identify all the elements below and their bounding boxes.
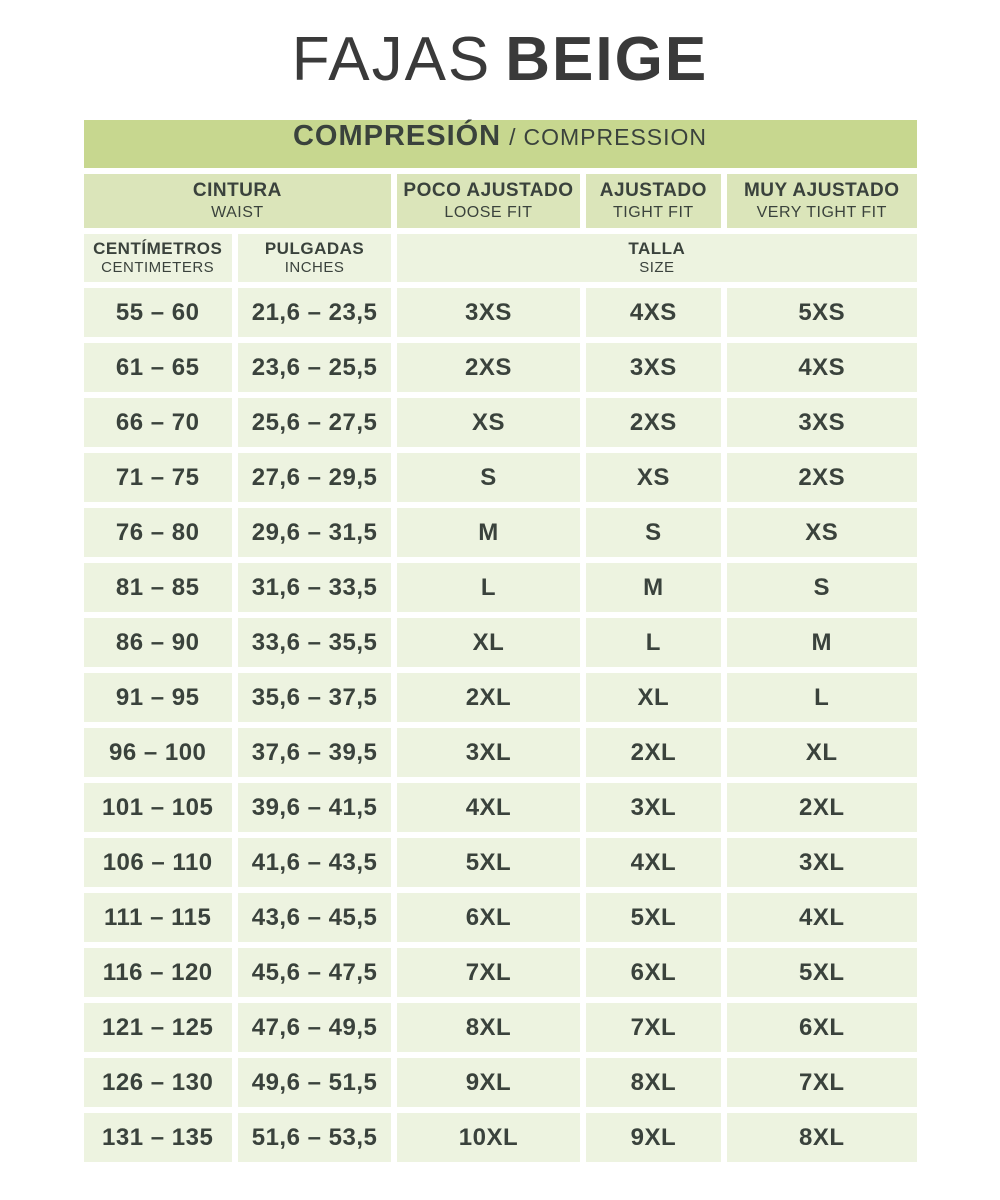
- cell-waist-inches: 23,6 – 25,5: [238, 343, 391, 392]
- cell-waist-inches: 47,6 – 49,5: [238, 1003, 391, 1052]
- cell-size-very-tight-fit: 8XL: [727, 1113, 916, 1162]
- compression-header: [84, 120, 917, 168]
- cell-size-very-tight-fit: 4XL: [727, 893, 916, 942]
- cell-size-tight-fit: 2XL: [586, 728, 721, 777]
- cell-waist-inches: 29,6 – 31,5: [238, 508, 391, 557]
- cell-size-very-tight-fit: 3XS: [727, 398, 916, 447]
- column-header-inches-es: PULGADAS: [264, 238, 365, 258]
- cell-waist-inches: 35,6 – 37,5: [238, 673, 391, 722]
- column-group-very-tight-fit-es: MUY AJUSTADO: [743, 180, 900, 201]
- cell-waist-cm: 116 – 120: [84, 948, 232, 997]
- cell-size-tight-fit: 4XL: [586, 838, 721, 887]
- cell-waist-cm: 81 – 85: [84, 563, 232, 612]
- cell-waist-cm: 126 – 130: [84, 1058, 232, 1107]
- column-header-centimeters: [84, 234, 232, 282]
- cell-waist-inches: 43,6 – 45,5: [238, 893, 391, 942]
- column-group-tight-fit-en: TIGHT FIT: [613, 203, 694, 221]
- cell-size-loose-fit: L: [397, 563, 579, 612]
- cell-size-loose-fit: 4XL: [397, 783, 579, 832]
- column-header-size-es: TALLA: [628, 238, 686, 258]
- cell-waist-cm: 111 – 115: [84, 893, 232, 942]
- cell-waist-cm: 71 – 75: [84, 453, 232, 502]
- column-header-centimeters-es: CENTÍMETROS: [93, 238, 223, 258]
- page-title-bold: BEIGE: [505, 25, 709, 94]
- column-header-size: [397, 234, 916, 282]
- cell-size-tight-fit: S: [586, 508, 721, 557]
- cell-waist-cm: 131 – 135: [84, 1113, 232, 1162]
- cell-waist-inches: 21,6 – 23,5: [238, 288, 391, 337]
- column-group-waist: [84, 174, 392, 228]
- cell-waist-inches: 49,6 – 51,5: [238, 1058, 391, 1107]
- cell-size-tight-fit: 9XL: [586, 1113, 721, 1162]
- column-header-inches-en: INCHES: [284, 259, 345, 277]
- cell-size-loose-fit: XS: [397, 398, 579, 447]
- cell-size-very-tight-fit: 4XS: [727, 343, 916, 392]
- cell-size-tight-fit: XL: [586, 673, 721, 722]
- column-header-inches: [238, 234, 391, 282]
- cell-size-tight-fit: 2XS: [586, 398, 721, 447]
- cell-size-very-tight-fit: M: [727, 618, 916, 667]
- cell-size-very-tight-fit: XS: [727, 508, 916, 557]
- cell-waist-inches: 37,6 – 39,5: [238, 728, 391, 777]
- cell-size-very-tight-fit: 2XL: [727, 783, 916, 832]
- cell-size-tight-fit: 8XL: [586, 1058, 721, 1107]
- column-group-very-tight-fit: [727, 174, 916, 228]
- column-group-tight-fit-es: AJUSTADO: [599, 180, 707, 201]
- cell-size-tight-fit: 7XL: [586, 1003, 721, 1052]
- cell-size-very-tight-fit: 7XL: [727, 1058, 916, 1107]
- size-table: [84, 120, 917, 1162]
- cell-size-very-tight-fit: 3XL: [727, 838, 916, 887]
- cell-size-loose-fit: 3XS: [397, 288, 579, 337]
- cell-size-loose-fit: 3XL: [397, 728, 579, 777]
- cell-size-loose-fit: 9XL: [397, 1058, 579, 1107]
- cell-size-loose-fit: 8XL: [397, 1003, 579, 1052]
- cell-waist-inches: 51,6 – 53,5: [238, 1113, 391, 1162]
- cell-waist-inches: 27,6 – 29,5: [238, 453, 391, 502]
- cell-waist-inches: 31,6 – 33,5: [238, 563, 391, 612]
- cell-size-tight-fit: L: [586, 618, 721, 667]
- cell-size-very-tight-fit: XL: [727, 728, 916, 777]
- column-group-waist-es: CINTURA: [192, 180, 282, 201]
- cell-size-loose-fit: 2XL: [397, 673, 579, 722]
- cell-size-tight-fit: 3XS: [586, 343, 721, 392]
- cell-waist-cm: 96 – 100: [84, 728, 232, 777]
- cell-size-loose-fit: M: [397, 508, 579, 557]
- cell-waist-cm: 86 – 90: [84, 618, 232, 667]
- cell-waist-cm: 121 – 125: [84, 1003, 232, 1052]
- column-group-very-tight-fit-en: VERY TIGHT FIT: [756, 203, 887, 221]
- cell-waist-cm: 101 – 105: [84, 783, 232, 832]
- cell-waist-cm: 91 – 95: [84, 673, 232, 722]
- page-title-light: FAJAS: [291, 25, 492, 94]
- cell-size-very-tight-fit: S: [727, 563, 916, 612]
- cell-waist-cm: 106 – 110: [84, 838, 232, 887]
- cell-size-loose-fit: S: [397, 453, 579, 502]
- cell-waist-cm: 76 – 80: [84, 508, 232, 557]
- cell-size-very-tight-fit: L: [727, 673, 916, 722]
- compression-header-separator: /: [509, 124, 516, 150]
- cell-size-loose-fit: 10XL: [397, 1113, 579, 1162]
- cell-size-very-tight-fit: 2XS: [727, 453, 916, 502]
- column-header-size-en: SIZE: [639, 259, 675, 277]
- compression-header-en: COMPRESSION: [523, 124, 708, 150]
- page-title: [0, 22, 1000, 98]
- cell-waist-inches: 39,6 – 41,5: [238, 783, 391, 832]
- column-group-tight-fit: [586, 174, 721, 228]
- cell-size-very-tight-fit: 5XL: [727, 948, 916, 997]
- cell-size-tight-fit: 3XL: [586, 783, 721, 832]
- cell-waist-inches: 45,6 – 47,5: [238, 948, 391, 997]
- cell-size-loose-fit: 6XL: [397, 893, 579, 942]
- column-group-loose-fit-en: LOOSE FIT: [444, 203, 533, 221]
- cell-waist-cm: 61 – 65: [84, 343, 232, 392]
- cell-size-tight-fit: 6XL: [586, 948, 721, 997]
- cell-size-loose-fit: 2XS: [397, 343, 579, 392]
- cell-size-loose-fit: 7XL: [397, 948, 579, 997]
- cell-size-loose-fit: XL: [397, 618, 579, 667]
- cell-waist-inches: 33,6 – 35,5: [238, 618, 391, 667]
- column-group-loose-fit-es: POCO AJUSTADO: [403, 180, 574, 201]
- cell-size-very-tight-fit: 6XL: [727, 1003, 916, 1052]
- cell-size-loose-fit: 5XL: [397, 838, 579, 887]
- compression-header-es: COMPRESIÓN: [292, 120, 502, 152]
- cell-waist-inches: 25,6 – 27,5: [238, 398, 391, 447]
- cell-waist-cm: 55 – 60: [84, 288, 232, 337]
- cell-size-tight-fit: 5XL: [586, 893, 721, 942]
- column-header-centimeters-en: CENTIMETERS: [101, 259, 215, 277]
- cell-size-very-tight-fit: 5XS: [727, 288, 916, 337]
- cell-size-tight-fit: XS: [586, 453, 721, 502]
- column-group-waist-en: WAIST: [211, 203, 264, 221]
- cell-waist-inches: 41,6 – 43,5: [238, 838, 391, 887]
- cell-waist-cm: 66 – 70: [84, 398, 232, 447]
- cell-size-tight-fit: 4XS: [586, 288, 721, 337]
- cell-size-tight-fit: M: [586, 563, 721, 612]
- column-group-loose-fit: [397, 174, 579, 228]
